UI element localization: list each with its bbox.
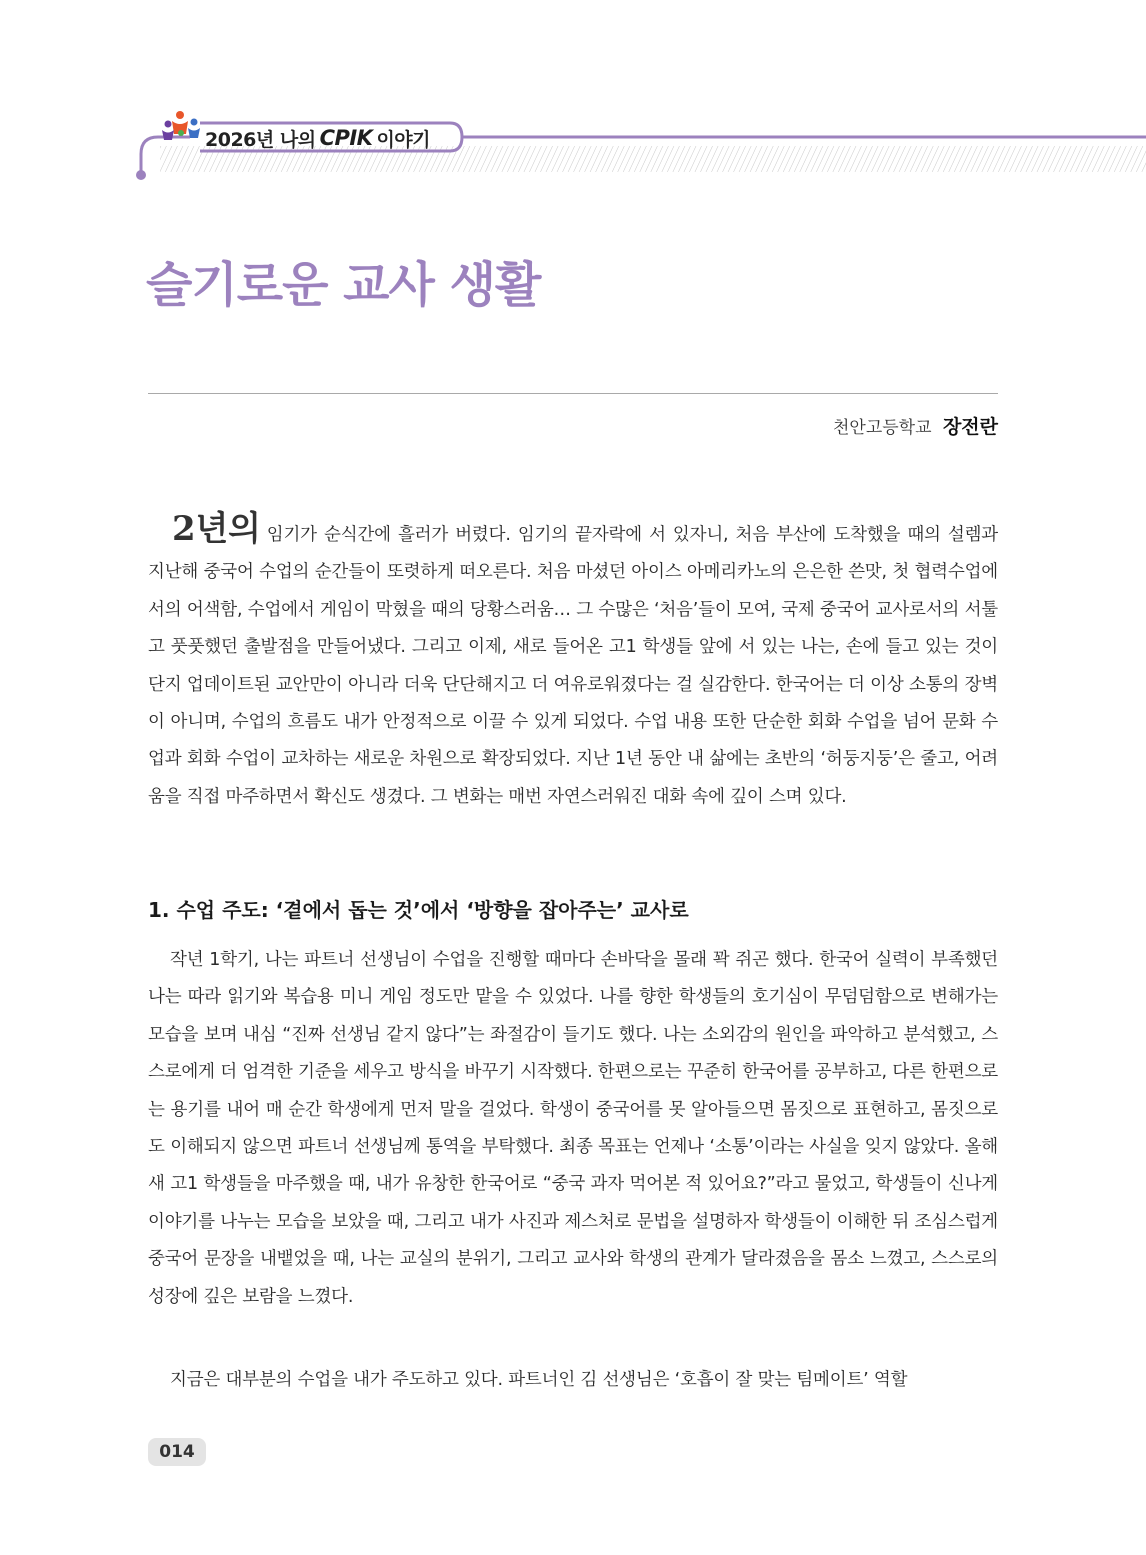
series-suffix: 이야기 [376,128,431,151]
cpik-logo-text: CPIK [319,126,373,150]
school-name: 천안고등학교 [832,418,932,438]
header-decoration [0,100,1146,190]
intro-paragraph [148,509,998,816]
series-title [205,124,430,152]
page-title: 슬기로운 교사 생활 [146,257,541,313]
page-number: 014 [148,1438,206,1466]
section-paragraph-1: 작년 1학기, 나는 파트너 선생님이 수업을 진행할 때마다 손바닥을 몰래 꽉 쥐곤 했다. 한국어 실력이 부족했던 나는 따라 읽기와 복습용 미니 게임 정도만 맡을 수 있었다. 나를 향한 학생들의 호기심이 무덤덤함으로 변해가는 모습을 보며 내심 “진짜 선생님 같지 않다”는 좌절감이 들기도 했다. 나는 소외감의 원인을 파악하고 분석했고, 스스로에게 더 엄격한 기준을 세우고 방식을 바꾸기 시작했다. 한편으로는 꾸준히 한국어를 공부하고, 다른 한편으로는 용기를 내어 매 순간 학생에게 먼저 말을 걸었다. 학생이 중국어를 못 알아들으면 몸짓으로 표현하고, 몸짓으로도 이해되지 않으면 파트너 선생님께 통역을 부탁했다. 최종 목표는 언제나 ‘소통’이라는 사실을 잊지 않았다. 올해 새 고1 학생들을 마주했을 때, 내가 유창한 한국어로 “중국 과자 먹어본 적 있어요?”라고 물었고, 학생들이 신나게 이야기를 나누는 모습을 보았을 때, 그리고 내가 사진과 제스처로 문법을 설명하자 학생들이 이해한 뒤 조심스럽게 중국어 문장을 내뱉었을 때, 나는 교실의 분위기, 그리고 교사와 학생의 관계가 달라졌음을 몸소 느꼈고, 스스로의 성장에 깊은 보람을 느꼈다. [148,950,998,1307]
section-paragraph-2: 지금은 대부분의 수업을 내가 주도하고 있다. 파트너인 김 선생님은 ‘호흡이 잘 맞는 팀메이트’ 역할 [170,1370,908,1390]
title-divider [148,393,998,394]
section-body [148,942,998,1316]
series-prefix: 2026년 나의 [205,128,316,151]
section-body-continued [148,1362,998,1399]
author-name: 장전란 [942,416,998,438]
intro-text: 임기가 순식간에 흘러가 버렸다. 임기의 끝자락에 서 있자니, 처음 부산에 도착했을 때의 설렘과 지난해 중국어 수업의 순간들이 또렷하게 떠오른다. 처음 마셨던 아이스 아메리카노의 은은한 쓴맛, 첫 협력수업에서의 어색함, 수업에서 게임이 막혔을 때의 당황스러움… 그 수많은 ‘처음’들이 모여, 국제 중국어 교사로서의 서툴고 풋풋했던 출발점을 만들어냈다. 그리고 이제, 새로 들어온 고1 학생들 앞에 서 있는 나는, 손에 들고 있는 것이 단지 업데이트된 교안만이 아니라 더욱 단단해지고 더 여유로워졌다는 걸 실감한다. 한국어는 더 이상 소통의 장벽이 아니며, 수업의 흐름도 내가 안정적으로 이끌 수 있게 되었다. 수업 내용 또한 단순한 회화 수업을 넘어 문화 수업과 회화 수업이 교차하는 새로운 차원으로 확장되었다. 지난 1년 동안 내 삶에는 초반의 ‘허둥지둥’은 줄고, 어려움을 직접 마주하면서 확신도 생겼다. 그 변화는 매번 자연스러워진 대화 속에 깊이 스며 있다. [148,525,998,807]
intro-lead: 2년의 [172,509,261,549]
section-heading: 1. 수업 주도: ‘곁에서 돕는 것’에서 ‘방향을 잡아주는’ 교사로 [148,898,689,922]
people-icon [162,111,200,140]
byline [833,412,998,439]
